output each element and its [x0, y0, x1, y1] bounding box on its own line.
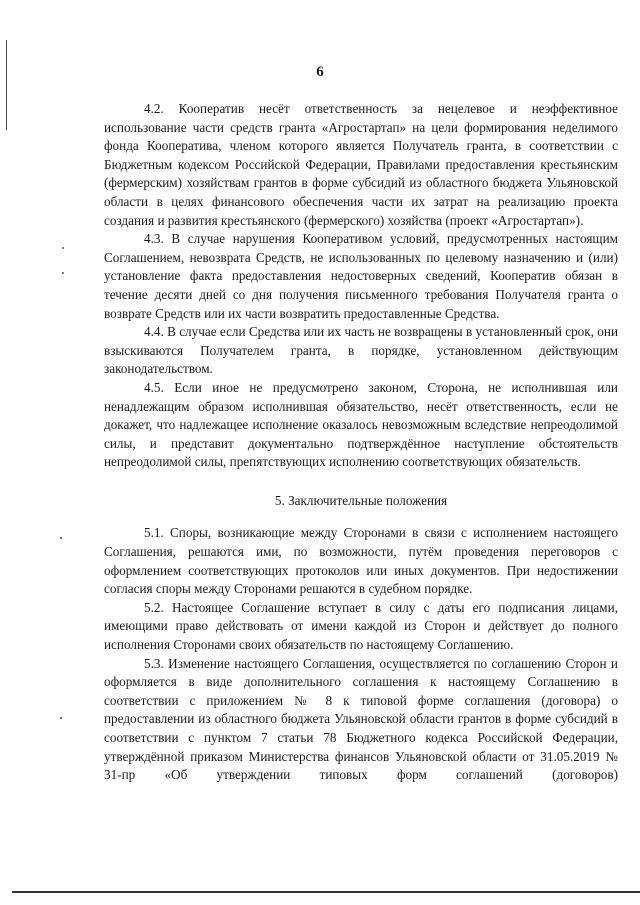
paragraph-4-5: 4.5. Если иное не предусмотрено законом, Сторона, не исполнившая или ненадлежащим образом исполнившая обязательство, несёт ответственность, если не докажет, что надлежащее исполнение оказалось невозможным вследствие непреодолимой силы, и представит документально подтверждённое наступление обстоятельств непреодолимой силы, препятствующих исполнению соответствующих обязательств.: [104, 379, 618, 470]
paragraph-5-3: 5.3. Изменение настоящего Соглашения, осуществляется по соглашению Сторон и оформляется в виде дополнительного соглашения к настоящему Соглашению в соответствии с приложением № 8 к типовой форме соглашения (договора) о предоставлении из областного бюджета Ульяновской области грантов в форме субсидий в соответствии с пунктом 7 статьи 78 Бюджетного кодекса Российской Федерации, утверждённой приказом Министерства финансов Ульяновской области от 31.05.2019 № 31-пр «Об утверждении типовых форм соглашений (договоров): [104, 655, 618, 783]
paragraph-4-3: 4.3. В случае нарушения Кооперативом условий, предусмотренных настоящим Соглашением, невозврата Средств, не использованных по целевому назначению и (или) установление факта предоставления недостоверных сведений, Кооператив обязан в течение десяти дней со дня получения письменного требования Получателя гранта о возврате Средств или их части возвратить предоставленные Средства.: [104, 231, 618, 321]
speck-3: [60, 537, 62, 539]
paragraph-4-4: 4.4. В случае если Средства или их часть не возвращены в установленный срок, они взыскиваются Получателем гранта, в порядке, установленном действующим законодательством.: [104, 324, 618, 377]
scan-edge-bottom: [12, 891, 640, 893]
speck-1: [62, 247, 64, 249]
paragraph-5-1: 5.1. Споры, возникающие между Сторонами в связи с исполнением настоящего Соглашения, решаются ими, по возможности, путём проведения переговоров с оформлением соответствующих протоколов или иных документов. При недостижении согласия споры между Сторонами решаются в судебном порядке.: [104, 525, 618, 597]
speck-2: [62, 272, 64, 274]
speck-4: [60, 717, 62, 719]
section-5-heading: 5. Заключительные положения: [274, 492, 448, 508]
document-body: [104, 100, 618, 785]
scan-edge-left: [6, 40, 7, 130]
paragraph-4-2: 4.2. Кооператив несёт ответственность за нецелевое и неэффективное использование части средств гранта «Агростартап» на цели формирования неделимого фонда Кооператива, членом которого является Получатель гранта, в соответствии с Бюджетным кодексом Российской Федерации, Правилами предоставления крестьянским (фермерским) хозяйствам грантов в форме субсидий из областного бюджета Ульяновской области в целях финансового обеспечения части их затрат на реализацию проекта создания и развития крестьянского (фермерского) хозяйства (проект «Агростартап»).: [104, 101, 618, 228]
page-number: 6: [316, 64, 324, 80]
paragraph-5-2: 5.2. Настоящее Соглашение вступает в силу с даты его подписания лицами, имеющими право действовать от имени каждой из Сторон и действует до полного исполнения Сторонами своих обязательств по настоящему Соглашению.: [104, 599, 618, 653]
